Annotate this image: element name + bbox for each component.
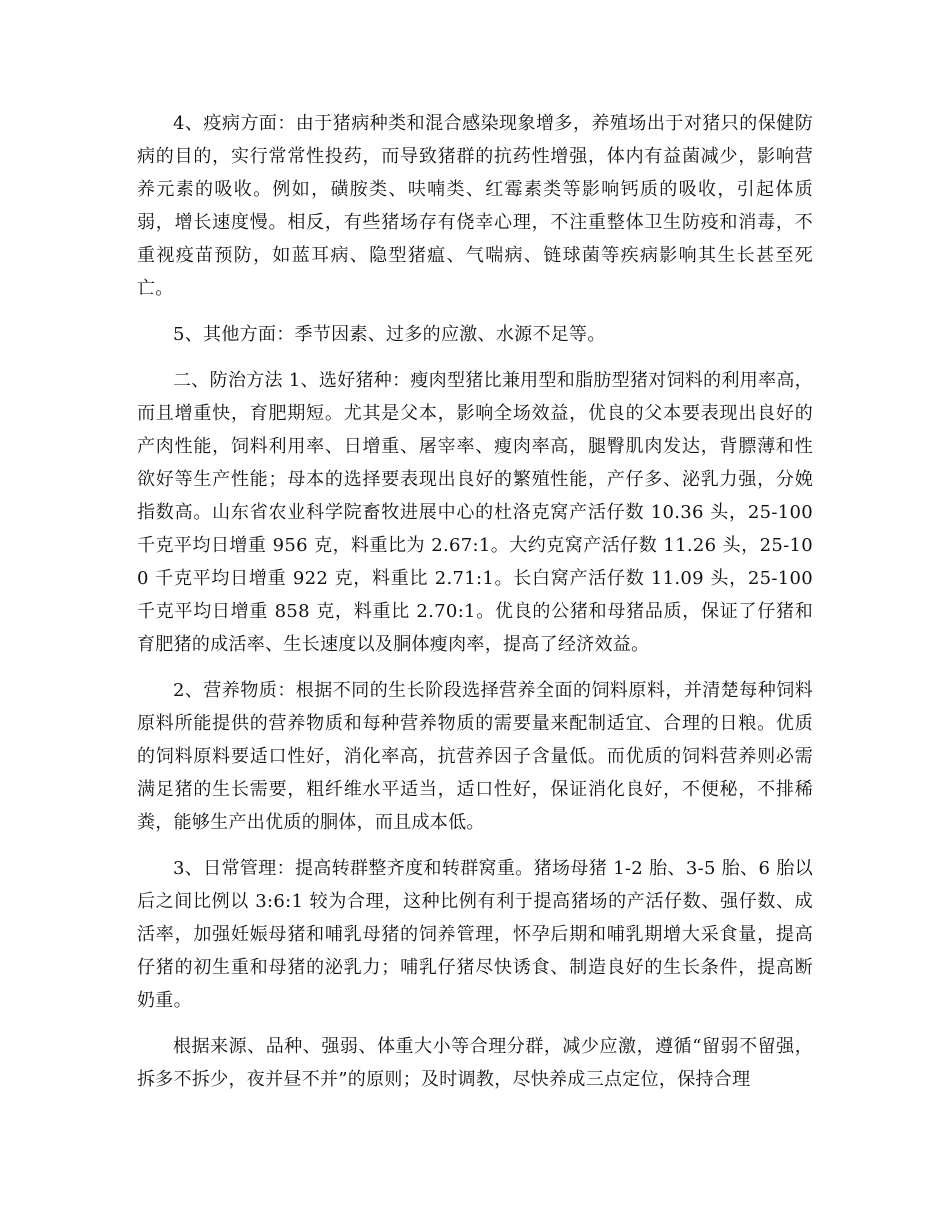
document-body (137, 107, 813, 1109)
paragraph-other-factors: 5、其他方面：季节因素、过多的应激、水源不足等。 (173, 324, 606, 345)
paragraph-disease-factors: 4、疫病方面：由于猪病种类和混合感染现象增多，养殖场出于对猪只的保健防病的目的，实行常常性投药，而导致猪群的抗药性增强，体内有益菌减少，影响营养元素的吸收。例如，磺胺类、呋喃类、红霉素类等影响钙质的吸收，引起体质弱，增长速度慢。相反，有些猪场存有侥幸心理，不注重整体卫生防疫和消毒，不重视疫苗预防，如蓝耳病、隐型猪瘟、气喘病、链球菌等疾病影响其生长甚至死亡。 (137, 113, 813, 299)
paragraph-nutrition: 2、营养物质：根据不同的生长阶段选择营养全面的饲料原料，并清楚每种饲料原料所能提供的营养物质和每种营养物质的需要量来配制适宜、合理的日粮。优质的饲料原料要适口性好，消化率高，抗营养因子含量低。而优质的饲料营养则必需满足猪的生长需要，粗纤维水平适当，适口性好，保证消化良好，不便秘，不排稀粪，能够生产出优质的胴体，而且成本低。 (137, 680, 813, 833)
paragraph-breed-selection: 二、防治方法 1、选好猪种：瘦肉型猪比兼用型和脂肪型猪对饲料的利用率高，而且增重快，育肥期短。尤其是父本，影响全场效益，优良的父本要表现出良好的产肉性能，饲料利用率、日增重、屠宰率、瘦肉率高，腿臀肌肉发达，背膘薄和性欲好等生产性能；母本的选择要表现出良好的繁殖性能，产仔多、泌乳力强，分娩指数高。山东省农业科学院畜牧进展中心的杜洛克窝产活仔数 10.36 头，25-100 千克平均日增重 956 克，料重比为 2.67:1。大约克窝产活仔数 11.26 头，25-100 千克平均日增重 922 克，料重比 2.71:1。长白窝产活仔数 11.09 头，25-100 千克平均日增重 858 克，料重比 2.70:1。优良的公猪和母猪品质，保证了仔猪和育肥猪的成活率、生长速度以及胴体瘦肉率，提高了经济效益。 (137, 370, 813, 655)
paragraph-daily-management: 3、日常管理：提高转群整齐度和转群窝重。猪场母猪 1-2 胎、3-5 胎、6 胎以后之间比例以 3:6:1 较为合理，这种比例有利于提高猪场的产活仔数、强仔数、成活率，加强妊娠母猪和哺乳母猪的饲养管理，怀孕后期和哺乳期增大采食量，提高仔猪的初生重和母猪的泌乳力；哺乳仔猪尽快诱食、制造良好的生长条件，提高断奶重。 (137, 858, 813, 1011)
paragraph-grouping: 根据来源、品种、强弱、体重大小等合理分群，减少应激，遵循“留弱不留强，拆多不拆少，夜并昼不并”的原则；及时调教，尽快养成三点定位，保持合理 (137, 1036, 813, 1090)
